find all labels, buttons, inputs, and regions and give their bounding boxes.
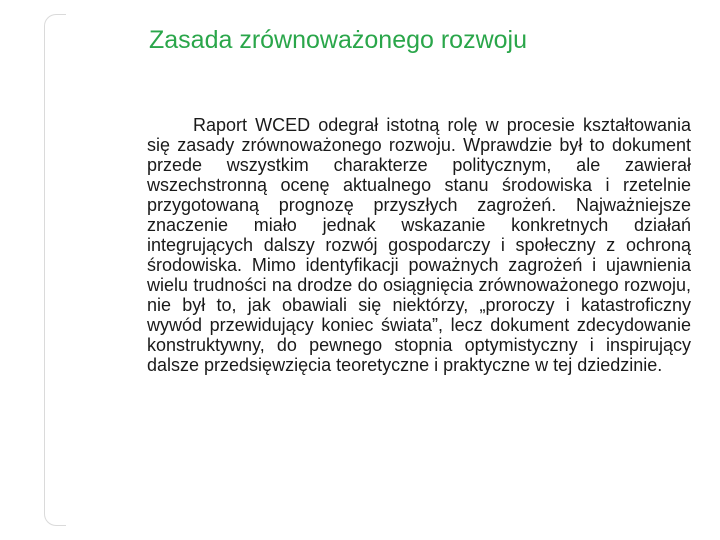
slide-body-text: Raport WCED odegrał istotną rolę w procesie kształtowania się zasady zrównoważonego rozwoju. Wprawdzie był to dokument przede wszystkim charakterze politycznym, ale zawierał wszechstronną ocenę aktualnego stanu środowiska i rzetelnie przygotowaną prognozę przyszłych zagrożeń. Najważniejsze znaczenie miało jednak wskazanie konkretnych działań integrujących dalszy rozwój gospodarczy i społeczny z ochroną środowiska. Mimo identyfikacji poważnych zagrożeń i ujawnienia wielu trudności na drodze do osiągnięcia zrównoważonego rozwoju, nie był to, jak obawiali się niektórzy, „proroczy i katastroficzny wywód przewidujący koniec świata”, lecz dokument zdecydowanie konstruktywny, do pewnego stopnia optymistyczny i inspirujący dalsze przedsięwzięcia teoretyczne i praktyczne w tej dziedzinie. bbox=[147, 115, 691, 375]
slide-title: Zasada zrównoważonego rozwoju bbox=[149, 26, 527, 54]
slide-body-paragraph bbox=[147, 115, 691, 375]
decorative-left-bracket bbox=[44, 14, 66, 526]
